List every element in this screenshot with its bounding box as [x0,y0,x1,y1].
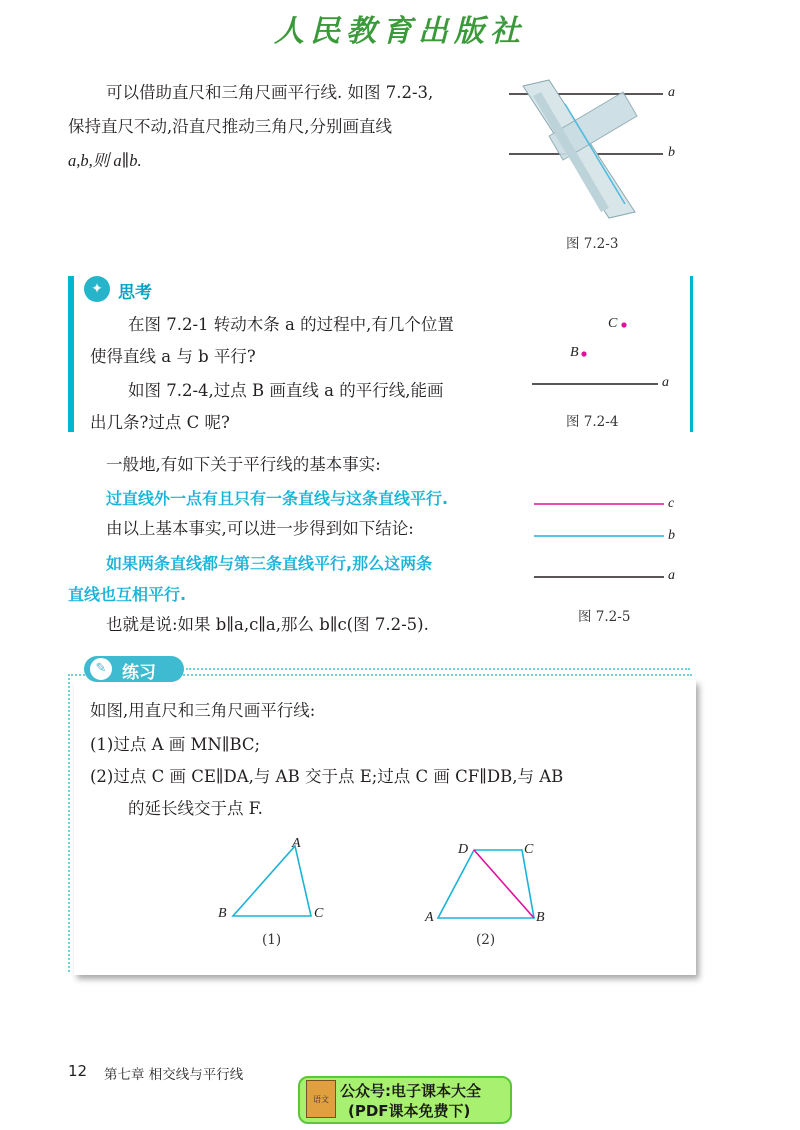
fig1-caption: (1) [262,932,282,948]
conclusion-line: 如果两条直线都与第三条直线平行,那么这两条 [106,554,433,573]
think-text: 出几条?过点 C 呢? [90,413,230,432]
diagonal-db [474,850,534,918]
fig2-vertex-a: A [425,910,434,925]
book-icon: 语文 [306,1080,336,1118]
paragraph-line: 保持直尺不动,沿直尺推动三角尺,分别画直线 [68,117,392,136]
fig723-label-a: a [668,85,675,100]
exercise-item-1: (1)过点 A 画 MN∥BC; [90,735,261,754]
exercise-intro: 如图,用直尺和三角尺画平行线: [90,701,316,720]
triangle-abc [233,846,311,916]
paragraph-line: a,b,则 a∥b. [68,151,142,170]
figure-caption: 图 7.2-3 [566,236,619,252]
exercise-title: 练习 [122,663,156,683]
think-title: 思考 [118,283,152,303]
fig724-point-b-label: B [570,345,579,360]
think-text: 使得直线 a 与 b 平行? [90,347,256,366]
fig1-vertex-a: A [292,836,301,851]
paragraph-line: 可以借助直尺和三角尺画平行线. 如图 7.2-3, [106,83,434,102]
think-box-right-bar [690,276,693,432]
fig2-vertex-c: C [524,842,534,857]
figure-725 [530,494,670,584]
conclusion-line: 直线也互相平行. [68,585,187,604]
lightbulb-icon: ✦ [84,276,110,302]
exercise-item-2-cont: 的延长线交于点 F. [128,799,263,818]
point-b [581,351,586,356]
pencil-icon: ✎ [88,656,114,682]
fig2-vertex-b: B [536,910,545,925]
fig724-line-a-label: a [662,375,669,390]
page-number: 12 [68,1062,88,1080]
figure-ruler-triangle [505,76,685,226]
facts-derive: 由以上基本事实,可以进一步得到如下结论: [106,519,414,538]
fig2-caption: (2) [476,932,496,948]
banner-line-2: (PDF课本免费下) [348,1102,471,1120]
fig725-label-c: c [668,496,675,511]
fig1-vertex-c: C [314,906,324,921]
chapter-title: 第七章 相交线与平行线 [104,1067,244,1083]
fig2-vertex-d: D [458,842,469,857]
think-box-left-bar [68,276,74,432]
point-c [621,322,626,327]
figure-724 [528,310,668,390]
quadrilateral-dcba [438,850,534,918]
figure-caption: 图 7.2-4 [566,414,619,430]
fig1-vertex-b: B [218,906,227,921]
fig725-label-b: b [668,528,675,543]
fig723-label-b: b [668,145,675,160]
publisher-logo: 人民教育出版社 [274,14,526,49]
banner-line-1: 公众号:电子课本大全 [340,1082,481,1100]
fig725-label-a: a [668,568,675,583]
basic-fact: 过直线外一点有且只有一条直线与这条直线平行. [106,489,449,508]
exercise-dotted-rule [186,668,690,670]
facts-intro: 一般地,有如下关于平行线的基本事实: [106,455,381,474]
think-text: 如图 7.2-4,过点 B 画直线 a 的平行线,能画 [128,381,444,400]
figure-caption: 图 7.2-5 [578,609,631,625]
exercise-item-2: (2)过点 C 画 CE∥DA,与 AB 交于点 E;过点 C 画 CF∥DB,与 AB [90,767,564,786]
facts-that-is: 也就是说:如果 b∥a,c∥a,那么 b∥c(图 7.2-5). [106,615,429,634]
fig724-point-c-label: C [608,316,618,331]
think-text: 在图 7.2-1 转动木条 a 的过程中,有几个位置 [128,315,454,334]
